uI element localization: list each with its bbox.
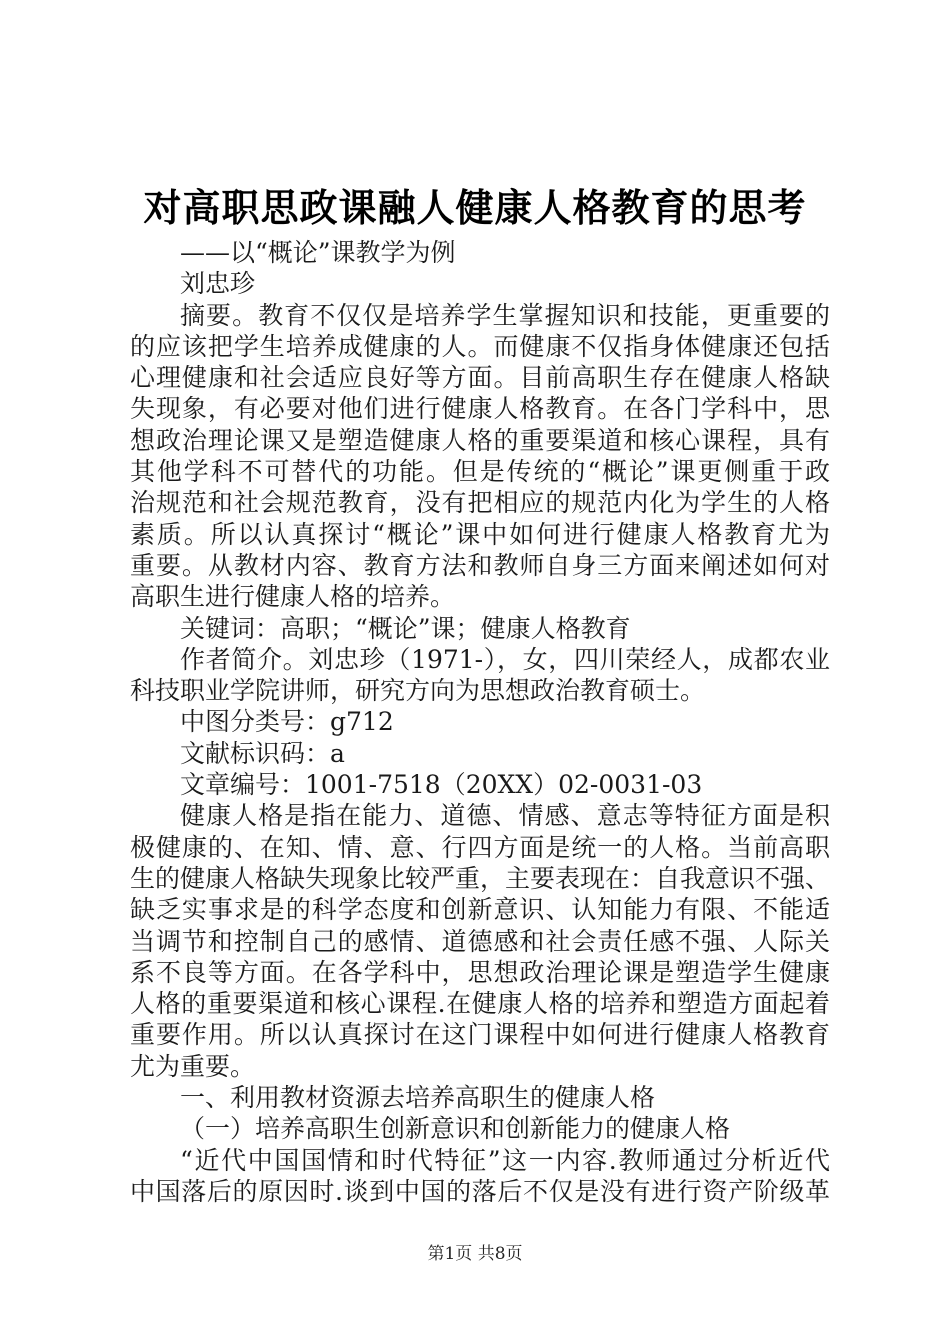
text-line: 系不良等方面。在各学科中，思想政治理论课是塑造学生健康: [130, 957, 830, 987]
text-line: （一）培养高职生创新意识和创新能力的健康人格: [180, 1114, 731, 1144]
text-line: 文章编号：1001-7518（20XX）02-0031-03: [180, 770, 703, 800]
text-line: ——以“概论”课教学为例: [180, 238, 456, 267]
text-line: 文献标识码：a: [180, 738, 345, 768]
text-line: 重要作用。所以认真探讨在这门课程中如何进行健康人格教育: [130, 1020, 830, 1050]
text-line: 缺乏实事求是的科学态度和创新意识、认知能力有限、不能适: [130, 895, 830, 925]
text-line: 当调节和控制自己的感情、道德感和社会责任感不强、人际关: [130, 926, 830, 956]
text-line: 生的健康人格缺失现象比较严重，主要表现在：自我意识不强、: [130, 863, 831, 893]
text-line: 人格的重要渠道和核心课程.在健康人格的培养和塑造方面起着: [130, 989, 830, 1019]
text-line: 尤为重要。: [130, 1051, 256, 1081]
text-line: 其他学科不可替代的功能。但是传统的“概论”课更侧重于政: [130, 457, 830, 487]
text-line: 失现象，有必要对他们进行健康人格教育。在各门学科中，思: [130, 394, 830, 424]
text-line: 极健康的、在知、情、意、行四方面是统一的人格。当前高职: [130, 832, 830, 862]
text-line: 科技职业学院讲师，研究方向为思想政治教育硕士。: [130, 676, 706, 706]
document-title: 对高职思政课融人健康人格教育的思考: [143, 185, 807, 230]
text-line: 高职生进行健康人格的培养。: [130, 582, 456, 612]
text-line: 素质。所以认真探讨“概论”课中如何进行健康人格教育尤为: [130, 519, 830, 549]
text-line: 一、利用教材资源去培养高职生的健康人格: [180, 1083, 656, 1113]
text-line: 健康人格是指在能力、道德、情感、意志等特征方面是积: [180, 801, 830, 831]
text-line: 作者简介。刘忠珍（1971-），女，四川荣经人，成都农业: [180, 644, 830, 674]
text-line: 中图分类号：g712: [180, 707, 394, 737]
text-line: “近代中国国情和时代特征”这一内容.教师通过分析近代: [180, 1145, 830, 1175]
text-line: 摘要。教育不仅仅是培养学生掌握知识和技能，更重要的: [180, 300, 830, 330]
text-line: 重要。从教材内容、教育方法和教师自身三方面来阐述如何对: [130, 550, 830, 580]
text-line: 关键词：高职；“概论”课；健康人格教育: [180, 613, 631, 643]
text-line: 的应该把学生培养成健康的人。而健康不仅指身体健康还包括: [130, 331, 830, 361]
text-line: 中国落后的原因时.谈到中国的落后不仅是没有进行资产阶级革: [130, 1176, 830, 1206]
text-line: 想政治理论课又是塑造健康人格的重要渠道和核心课程，具有: [130, 425, 830, 455]
text-line: 心理健康和社会适应良好等方面。目前高职生存在健康人格缺: [130, 363, 830, 393]
document-body: [130, 237, 830, 1207]
page-footer: 第1页 共8页: [427, 1244, 523, 1264]
text-line: 治规范和社会规范教育，没有把相应的规范内化为学生的人格: [130, 488, 830, 518]
text-line: 刘忠珍: [180, 269, 256, 299]
